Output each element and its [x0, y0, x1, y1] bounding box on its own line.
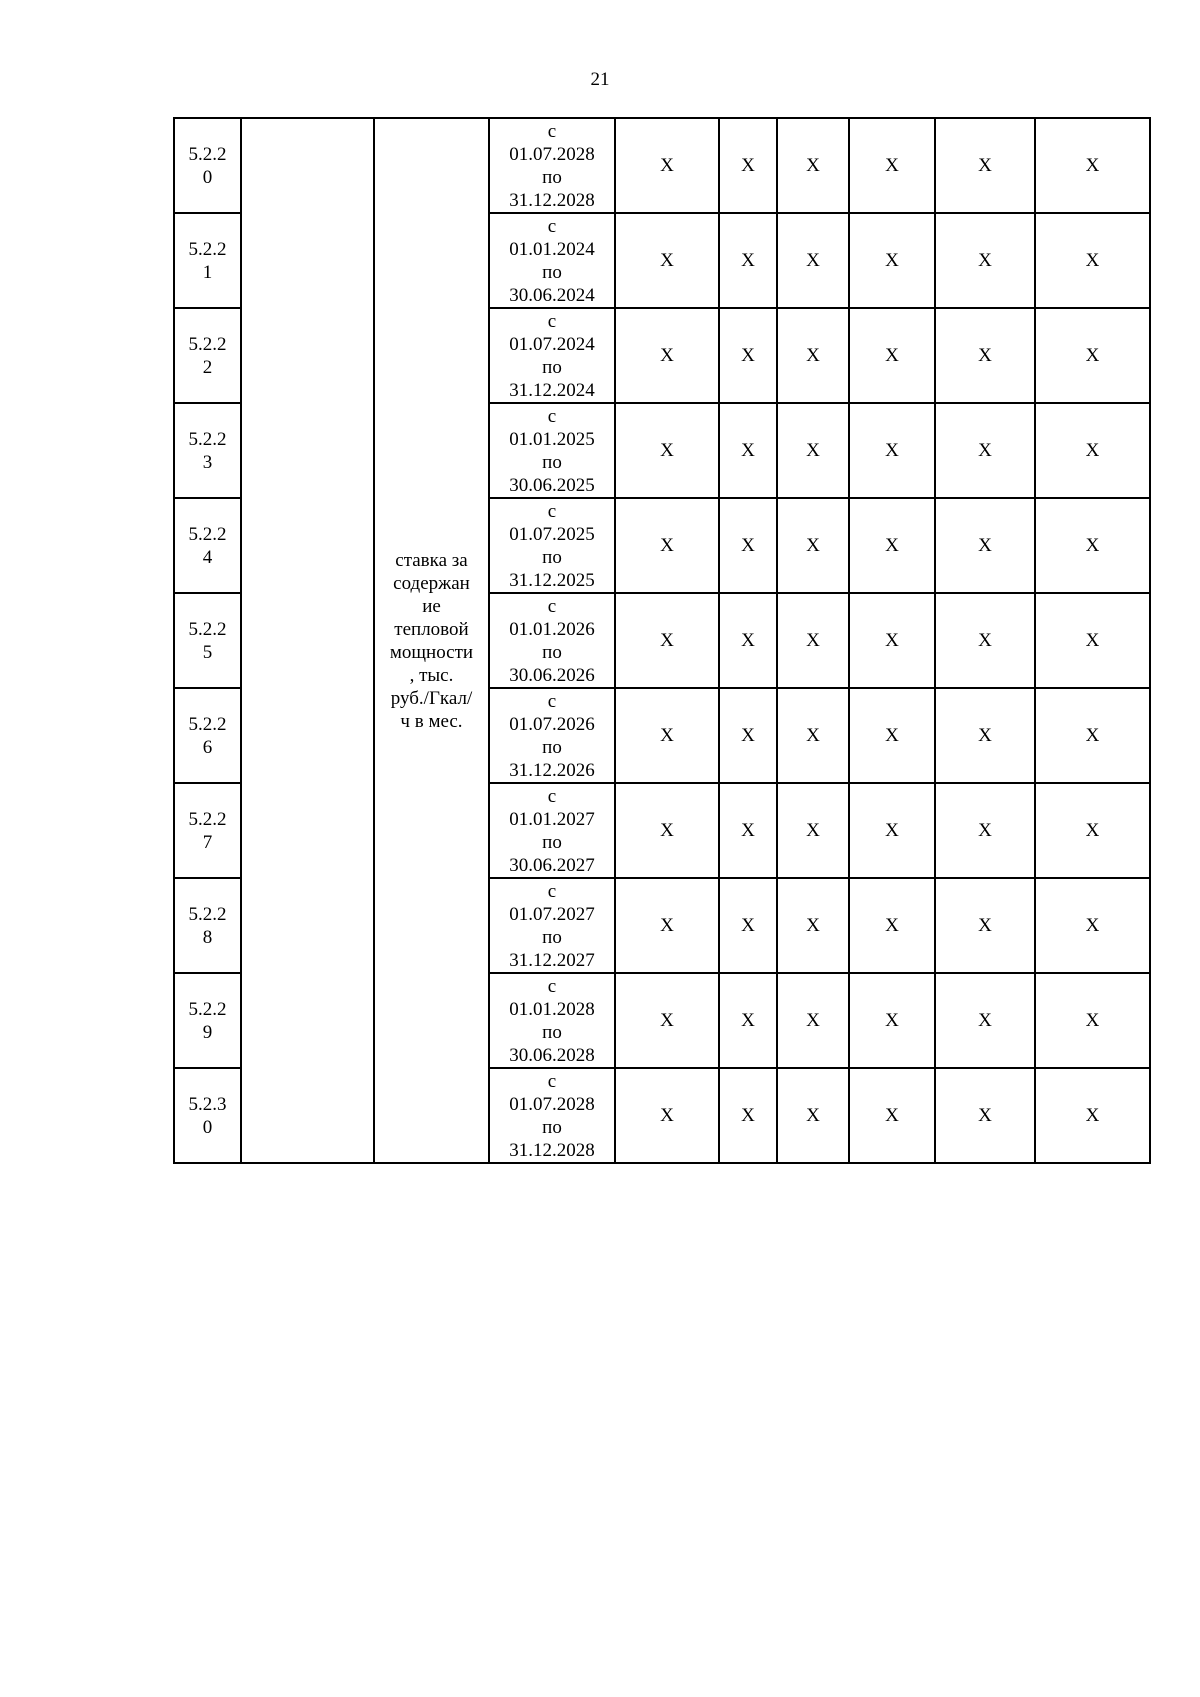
value-cell: X [1035, 783, 1150, 878]
value-cell: X [777, 213, 849, 308]
value-cell: X [719, 213, 777, 308]
value-cell: X [719, 403, 777, 498]
period-line: по [542, 451, 562, 473]
value-cell: X [849, 403, 935, 498]
period-line: с [547, 405, 557, 427]
period-line: 01.07.2024 [509, 333, 595, 355]
value-cell: X [849, 213, 935, 308]
empty-merged-cell [241, 118, 374, 1163]
row-number-line: 5.2.2 [188, 713, 227, 735]
period-line: по [542, 831, 562, 853]
value-cell: X [615, 308, 719, 403]
row-number-cell [174, 973, 241, 1068]
value-cell: X [935, 213, 1035, 308]
value-cell: X [719, 973, 777, 1068]
period-line: 01.01.2028 [509, 998, 595, 1020]
rate-type-line: ие [422, 595, 441, 617]
page-number: 21 [590, 69, 610, 90]
period-cell [489, 973, 615, 1068]
row-number-line: 8 [202, 926, 213, 948]
value-cell: X [1035, 213, 1150, 308]
period-line: с [547, 120, 557, 142]
row-number-line: 5.2.3 [188, 1093, 227, 1115]
value-cell: X [615, 213, 719, 308]
value-cell: X [719, 878, 777, 973]
value-cell: X [615, 878, 719, 973]
value-cell: X [849, 783, 935, 878]
value-cell: X [615, 688, 719, 783]
value-cell: X [719, 498, 777, 593]
period-line: 01.07.2025 [509, 523, 595, 545]
value-cell: X [849, 878, 935, 973]
period-line: по [542, 926, 562, 948]
row-number-line: 0 [202, 166, 213, 188]
value-cell: X [615, 783, 719, 878]
period-line: 30.06.2027 [509, 854, 595, 876]
rate-type-cell [374, 118, 489, 1163]
row-number-cell [174, 688, 241, 783]
row-number-line: 3 [202, 451, 213, 473]
rate-type-line: содержан [393, 572, 470, 594]
period-line: по [542, 261, 562, 283]
value-cell: X [1035, 118, 1150, 213]
rate-type-line: тепловой [394, 618, 469, 640]
period-line: с [547, 1070, 557, 1092]
row-number-cell [174, 403, 241, 498]
table-body [174, 118, 1150, 1163]
period-line: по [542, 1021, 562, 1043]
value-cell: X [719, 783, 777, 878]
value-cell: X [849, 688, 935, 783]
value-cell: X [1035, 973, 1150, 1068]
value-cell: X [849, 498, 935, 593]
value-cell: X [849, 973, 935, 1068]
value-cell: X [615, 118, 719, 213]
period-line: по [542, 166, 562, 188]
period-line: с [547, 785, 557, 807]
value-cell: X [1035, 593, 1150, 688]
row-number-line: 0 [202, 1116, 213, 1138]
period-line: с [547, 500, 557, 522]
rate-type-line: руб./Гкал/ [390, 687, 473, 709]
period-line: с [547, 690, 557, 712]
value-cell: X [719, 1068, 777, 1163]
row-number-cell [174, 118, 241, 213]
period-cell [489, 403, 615, 498]
value-cell: X [777, 973, 849, 1068]
value-cell: X [615, 973, 719, 1068]
value-cell: X [615, 1068, 719, 1163]
tariff-table [173, 117, 1151, 1164]
value-cell: X [777, 118, 849, 213]
value-cell: X [1035, 688, 1150, 783]
row-number-line: 5.2.2 [188, 143, 227, 165]
period-line: по [542, 1116, 562, 1138]
period-line: 01.07.2026 [509, 713, 595, 735]
row-number-line: 4 [202, 546, 213, 568]
value-cell: X [935, 973, 1035, 1068]
value-cell: X [935, 1068, 1035, 1163]
row-number-line: 5.2.2 [188, 808, 227, 830]
table-row [174, 118, 1150, 213]
period-line: 31.12.2025 [509, 569, 595, 591]
period-line: с [547, 880, 557, 902]
value-cell: X [935, 688, 1035, 783]
row-number-line: 5.2.2 [188, 333, 227, 355]
period-line: 01.01.2025 [509, 428, 595, 450]
value-cell: X [777, 783, 849, 878]
period-line: 01.01.2027 [509, 808, 595, 830]
period-line: с [547, 595, 557, 617]
period-line: 31.12.2028 [509, 1139, 595, 1161]
period-line: 31.12.2026 [509, 759, 595, 781]
row-number-cell [174, 498, 241, 593]
value-cell: X [935, 118, 1035, 213]
period-line: 01.01.2026 [509, 618, 595, 640]
value-cell: X [777, 308, 849, 403]
period-line: 30.06.2028 [509, 1044, 595, 1066]
value-cell: X [777, 498, 849, 593]
value-cell: X [1035, 878, 1150, 973]
value-cell: X [849, 118, 935, 213]
value-cell: X [719, 688, 777, 783]
rate-type-line: мощности [389, 641, 474, 663]
period-line: 31.12.2028 [509, 189, 595, 211]
row-number-line: 5.2.2 [188, 428, 227, 450]
period-line: по [542, 736, 562, 758]
period-cell [489, 878, 615, 973]
value-cell: X [935, 403, 1035, 498]
period-cell [489, 118, 615, 213]
row-number-line: 5 [202, 641, 213, 663]
period-line: 31.12.2024 [509, 379, 595, 401]
row-number-line: 5.2.2 [188, 238, 227, 260]
period-cell [489, 688, 615, 783]
row-number-line: 5.2.2 [188, 998, 227, 1020]
value-cell: X [1035, 403, 1150, 498]
row-number-line: 5.2.2 [188, 523, 227, 545]
value-cell: X [777, 878, 849, 973]
row-number-line: 6 [202, 736, 213, 758]
period-line: 30.06.2024 [509, 284, 595, 306]
period-line: 01.07.2027 [509, 903, 595, 925]
value-cell: X [849, 1068, 935, 1163]
row-number-line: 5.2.2 [188, 618, 227, 640]
period-line: с [547, 215, 557, 237]
rate-type-line: ч в мес. [400, 710, 463, 732]
period-cell [489, 1068, 615, 1163]
value-cell: X [615, 593, 719, 688]
row-number-cell [174, 878, 241, 973]
value-cell: X [1035, 498, 1150, 593]
row-number-cell [174, 213, 241, 308]
row-number-line: 5.2.2 [188, 903, 227, 925]
value-cell: X [1035, 308, 1150, 403]
period-cell [489, 213, 615, 308]
value-cell: X [777, 593, 849, 688]
period-line: с [547, 975, 557, 997]
value-cell: X [935, 783, 1035, 878]
value-cell: X [777, 403, 849, 498]
value-cell: X [777, 1068, 849, 1163]
period-cell [489, 593, 615, 688]
period-line: 30.06.2026 [509, 664, 595, 686]
row-number-cell [174, 308, 241, 403]
period-line: 01.07.2028 [509, 1093, 595, 1115]
value-cell: X [719, 118, 777, 213]
period-cell [489, 308, 615, 403]
row-number-line: 2 [202, 356, 213, 378]
row-number-cell [174, 593, 241, 688]
period-line: по [542, 546, 562, 568]
rate-type-line: , тыс. [409, 664, 454, 686]
value-cell: X [849, 308, 935, 403]
value-cell: X [1035, 1068, 1150, 1163]
value-cell: X [935, 308, 1035, 403]
value-cell: X [615, 403, 719, 498]
rate-type-line: ставка за [395, 549, 468, 571]
value-cell: X [777, 688, 849, 783]
period-cell [489, 498, 615, 593]
row-number-line: 9 [202, 1021, 213, 1043]
period-cell [489, 783, 615, 878]
period-line: 01.07.2028 [509, 143, 595, 165]
value-cell: X [935, 878, 1035, 973]
value-cell: X [719, 593, 777, 688]
period-line: 01.01.2024 [509, 238, 595, 260]
period-line: с [547, 310, 557, 332]
row-number-cell [174, 783, 241, 878]
value-cell: X [719, 308, 777, 403]
row-number-line: 1 [202, 261, 213, 283]
value-cell: X [849, 593, 935, 688]
period-line: по [542, 356, 562, 378]
value-cell: X [935, 593, 1035, 688]
value-cell: X [615, 498, 719, 593]
value-cell: X [935, 498, 1035, 593]
period-line: 30.06.2025 [509, 474, 595, 496]
period-line: 31.12.2027 [509, 949, 595, 971]
row-number-line: 7 [202, 831, 213, 853]
period-line: по [542, 641, 562, 663]
row-number-cell [174, 1068, 241, 1163]
